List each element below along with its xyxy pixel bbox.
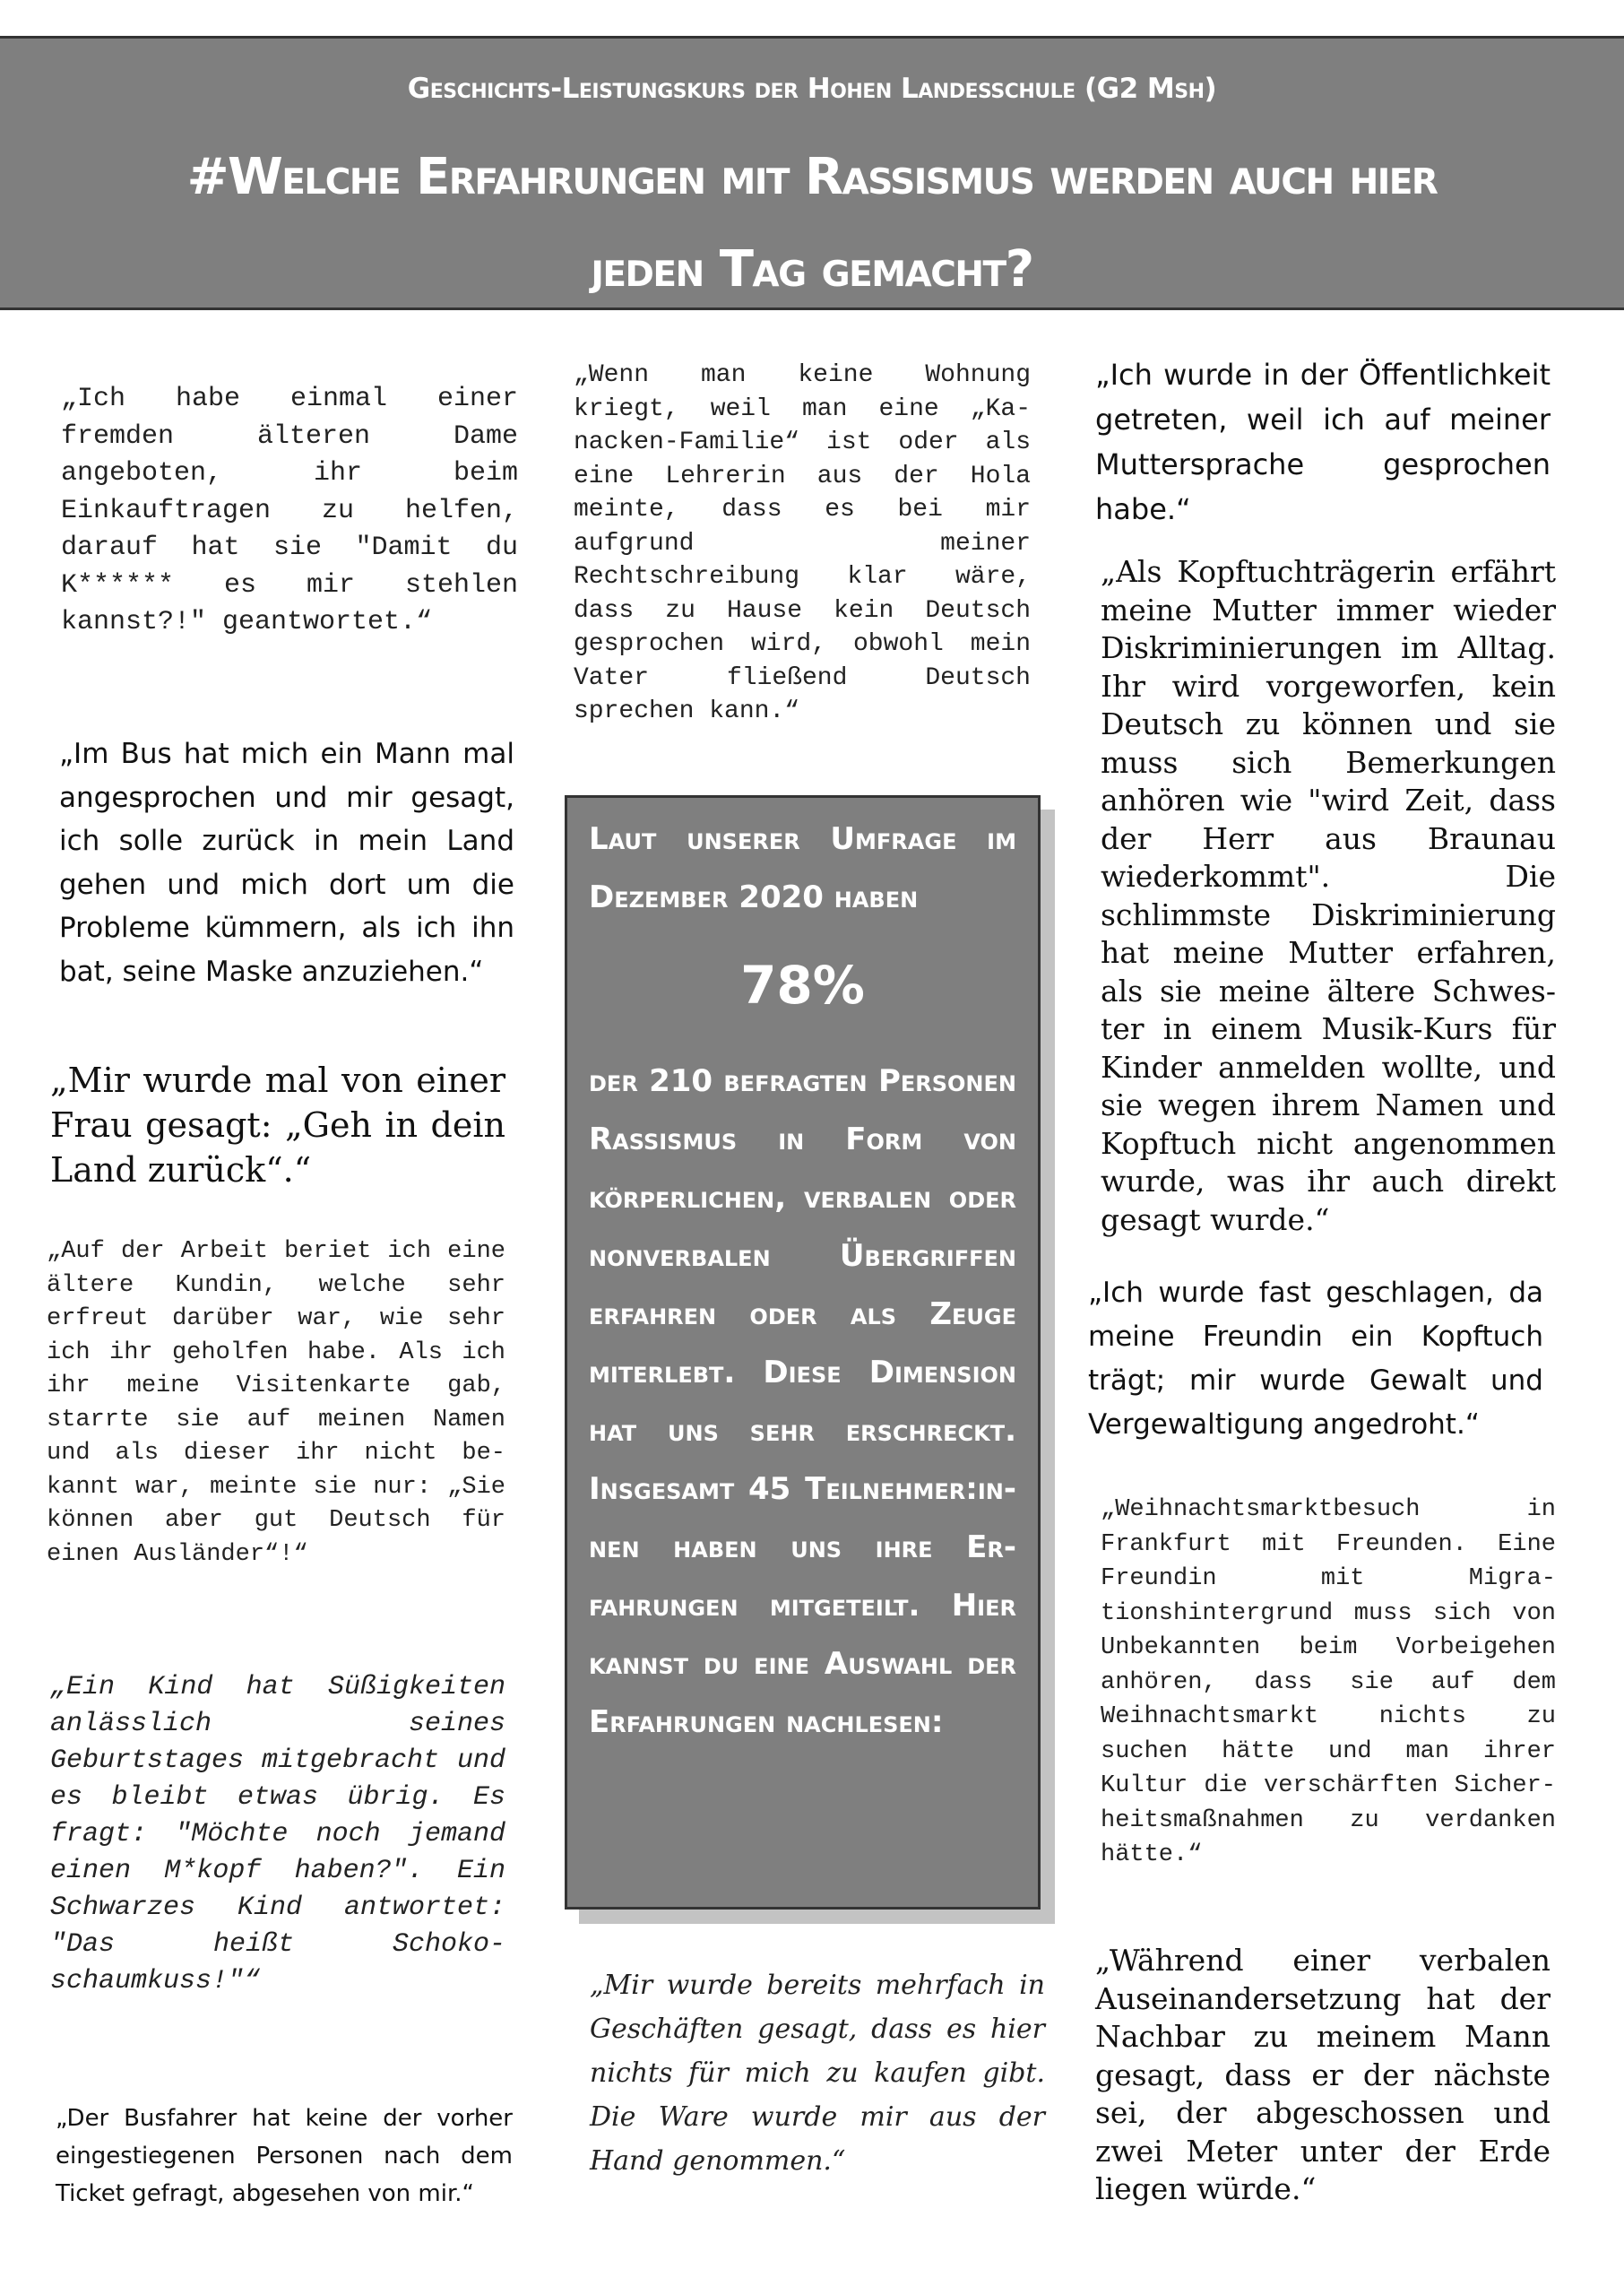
quote-middle-1: „Wenn man keine Wohnung kriegt, weil man eine „Kanacken-Familie“ ist oder als eine Lehrerin aus der Hola meinte, dass es bei mir aufgrund meiner Rechtschreibung klar wäre, dass zu Hause kein Deutsch gesprochen wird, obwohl mein Vater fließend Deutsch sprechen kann.“: [574, 361, 1031, 725]
quote-left-2: „Im Bus hat mich ein Mann mal angesprochen und mir gesagt, ich solle zurück in mein Land gehen und mich dort um die Probleme kümmern, als ich ihn bat, seine Maske anzuziehen.“: [59, 738, 514, 988]
quote-left-4: „Auf der Arbeit beriet ich eine ältere Kundin, welche sehr erfreut darüber war, wie sehr ich ihr geholfen habe. Als ich ihr meine Visitenkarte gab, starrte sie auf meinen Namen und als dieser ihr nicht bekannt war, meinte sie nur: „Sie können aber gut Deutsch für einen Ausländer“!“: [47, 1238, 505, 1568]
quote-left-5: „Ein Kind hat Süßigkeiten anlässlich seines Geburtstages mitgebracht und es bleibt etwas übrig. Es fragt: "Möchte noch jemand einen M*kopf haben?". Ein Schwarzes Kind antwortet: "Das heißt Schokoschaumkuss!"“: [50, 1672, 505, 1996]
survey-body: der 210 befragten Personen Rassismus in Form von körperlichen, verbalen oder nonverbalen Übergriffen erfahren oder als Zeuge miterlebt. Diese Dimension hat uns sehr erschreckt. Insgesamt 45 Teilnehmer:innen haben uns ihre Erfahrungen mitgeteilt. Hier kannst du eine Auswahl der Erfahrungen nachlesen:: [589, 1063, 1016, 1740]
page-title-line-1: #Welche Erfahrungen mit Rassismus werden auch hier: [186, 148, 1438, 206]
quote-right-3: „Ich wurde fast geschlagen, da meine Freundin ein Kopftuch trägt; mir wurde Gewalt und Vergewaltigung angedroht.“: [1088, 1277, 1543, 1441]
quote-left-1: „Ich habe einmal einer fremden älteren Dame angeboten, ihr beim Einkauftragen zu helfen, darauf hat sie "Damit du K****** es mir stehlen kannst?!" geantwortet.“: [61, 384, 518, 637]
page-header: [0, 36, 1624, 310]
page-title-line-2: jeden Tag gemacht?: [591, 240, 1033, 299]
quote-right-1: „Ich wurde in der Öffentlichkeit getreten, weil ich auf meiner Muttersprache gesprochen habe.“: [1095, 358, 1551, 526]
quote-middle-2: „Mir wurde bereits mehrfach in Geschäften gesagt, dass es hier nichts für mich zu kaufen gibt. Die Ware wurde mir aus der Hand genommen.“: [590, 1970, 1045, 2177]
quote-right-5: „Während einer verbalen Auseinandersetzung hat der Nachbar zu meinem Mann gesagt, dass er der nächste sei, der abgeschossen und zwei Meter unter der Erde liegen würde.“: [1095, 1943, 1551, 2206]
survey-intro: Laut unserer Umfrage im Dezember 2020 haben: [589, 821, 1016, 915]
course-kicker: Geschichts-Leistungskurs der Hohen Landesschule (G2 Msh): [407, 73, 1217, 105]
quote-left-3: „Mir wurde mal von einer Frau gesagt: „Geh in dein Land zurück“.“: [50, 1061, 505, 1190]
survey-box: [565, 795, 1041, 1910]
quote-left-6: „Der Busfahrer hat keine der vorher eingestiegenen Personen nach dem Ticket gefragt, abgesehen von mir.“: [56, 2105, 513, 2207]
quote-right-2: „Als Kopftuchträgerin erfährt meine Mutter immer wieder Diskriminierungen im Alltag. Ihr wird vorgeworfen, kein Deutsch zu können und sie muss sich Bemerkungen anhören wie "wird Zeit, dass der Herr aus Braunau wiederkommt". Die schlimmste Diskriminierung hat meine Mutter erfahren, als sie meine ältere Schwester in einem Musik-Kurs für Kinder anmelden wollte, und sie wegen ihrem Namen und Kopftuch nicht angenommen wurde, was ihr auch direkt gesagt wurde.“: [1101, 554, 1556, 1237]
quote-right-4: „Weihnachtsmarktbesuch in Frankfurt mit Freunden. Eine Freundin mit Migrationshintergrund muss sich von Unbekannten beim Vorbeigehen anhören, dass sie auf dem Weihnachtsmarkt nichts zu suchen hätte und man ihrer Kultur die verschärften Sicherheitsmaßnahmen zu verdanken hätte.“: [1101, 1496, 1556, 1868]
survey-percentage: 78%: [740, 955, 865, 1016]
